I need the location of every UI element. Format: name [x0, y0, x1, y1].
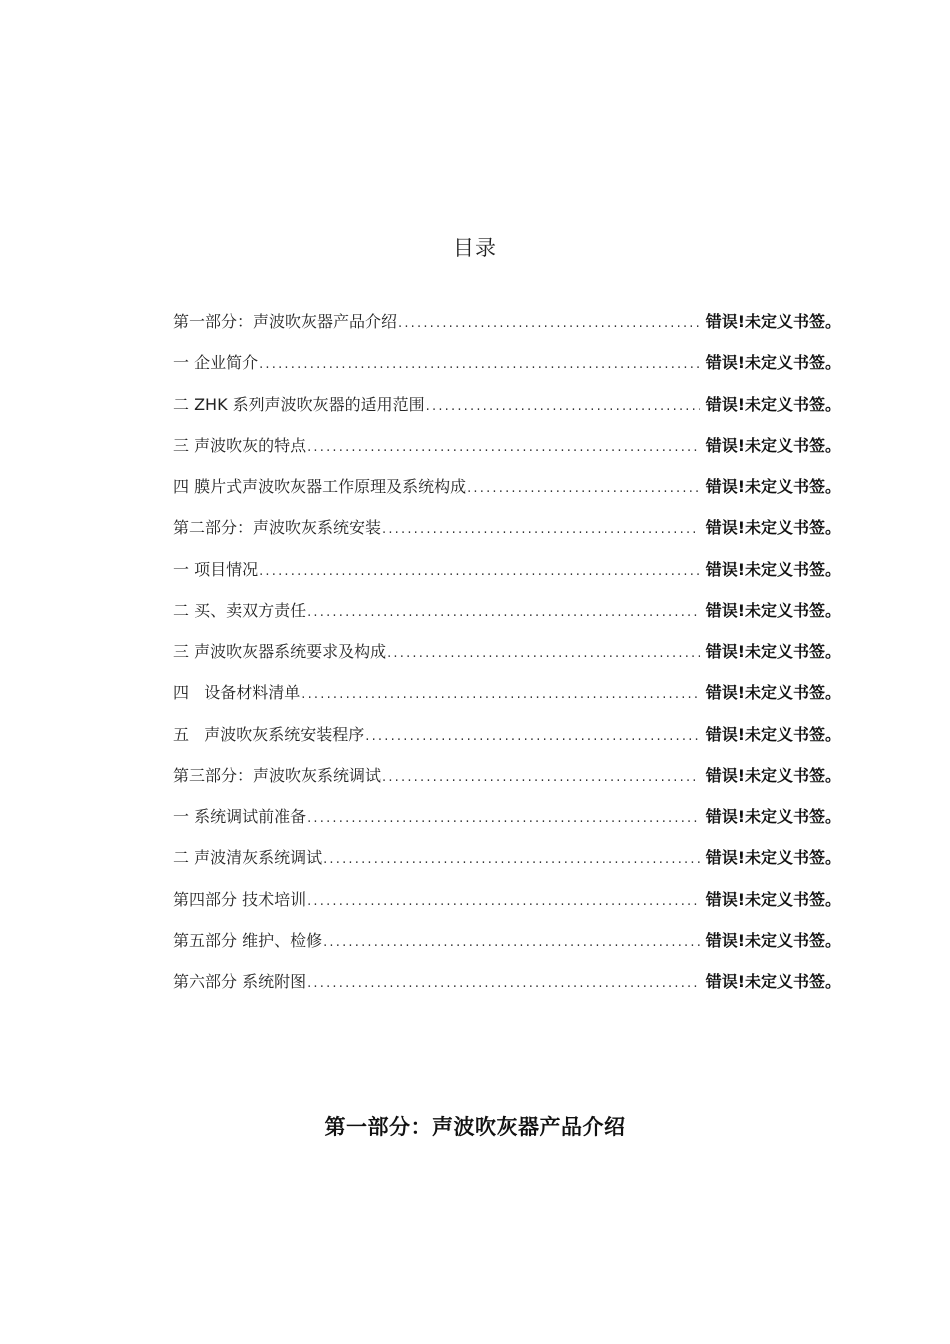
- toc-entry-page-ref: 错误!未定义书签。: [705, 807, 841, 826]
- toc-entry-page-ref: 错误!未定义书签。: [705, 683, 841, 703]
- toc-dot-leader: [307, 881, 700, 920]
- toc-entry-text: 二 ZHK 系列声波吹灰器的适用范围: [173, 394, 425, 414]
- toc-dot-leader: [382, 757, 700, 796]
- toc-entry-text: 五 声波吹灰系统安装程序: [173, 724, 365, 744]
- toc-dot-leader: [467, 468, 700, 507]
- toc-entry-text: 第三部分：声波吹灰系统调试: [173, 765, 382, 785]
- toc-entry-page-ref: 错误!未定义书签。: [705, 765, 841, 785]
- toc-entry-page-ref: 错误!未定义书签。: [705, 353, 841, 373]
- toc-entry[interactable]: [173, 796, 841, 837]
- toc-entry-page-ref: 错误!未定义书签。: [705, 518, 841, 538]
- toc-entry-page-ref: 错误!未定义书签。: [705, 889, 841, 909]
- toc-entry-text: 一 企业简介: [173, 353, 259, 373]
- toc-dot-leader: [365, 716, 699, 755]
- toc-dot-leader: [259, 344, 700, 383]
- section-heading: 第一部分：声波吹灰器产品介绍: [324, 1115, 626, 1139]
- toc-dot-leader: [398, 303, 700, 342]
- toc-entry-text: 四 膜片式声波吹灰器工作原理及系统构成: [173, 477, 467, 496]
- toc-entry-page-ref: 错误!未定义书签。: [705, 394, 841, 414]
- toc-entry-page-ref: 错误!未定义书签。: [705, 848, 841, 868]
- toc-entry-text: 二 买、卖双方责任: [173, 600, 307, 620]
- toc-entry[interactable]: [173, 672, 841, 713]
- toc-entry-page-ref: 错误!未定义书签。: [705, 600, 841, 620]
- toc-entry[interactable]: [173, 961, 841, 1002]
- toc-dot-leader: [323, 922, 700, 961]
- toc-list: [173, 301, 841, 1002]
- toc-dot-leader: [301, 674, 699, 713]
- toc-dot-leader: [307, 963, 700, 1002]
- toc-dot-leader: [387, 633, 700, 672]
- toc-entry[interactable]: [173, 507, 841, 548]
- toc-entry[interactable]: [173, 631, 841, 672]
- toc-entry[interactable]: [173, 837, 841, 878]
- toc-entry[interactable]: [173, 879, 841, 920]
- toc-entry[interactable]: [173, 920, 841, 961]
- toc-entry-text: 一 项目情况: [173, 559, 259, 579]
- toc-dot-leader: [426, 386, 700, 425]
- toc-entry-page-ref: 错误!未定义书签。: [705, 930, 841, 950]
- toc-entry[interactable]: [173, 384, 841, 425]
- toc-entry-page-ref: 错误!未定义书签。: [705, 972, 841, 991]
- toc-title: 目录: [453, 236, 497, 260]
- toc-entry-text: 二 声波清灰系统调试: [173, 848, 323, 868]
- toc-entry-text: 第六部分 系统附图: [173, 972, 307, 991]
- toc-entry-page-ref: 错误!未定义书签。: [705, 642, 841, 661]
- toc-dot-leader: [382, 509, 700, 548]
- toc-entry-page-ref: 错误!未定义书签。: [705, 477, 841, 496]
- toc-entry-text: 第五部分 维护、检修: [173, 930, 323, 950]
- toc-entry-text: 第一部分：声波吹灰器产品介绍: [173, 312, 398, 331]
- toc-dot-leader: [307, 427, 700, 466]
- toc-entry[interactable]: [173, 425, 841, 466]
- toc-entry-text: 第四部分 技术培训: [173, 889, 307, 909]
- toc-dot-leader: [307, 592, 700, 631]
- toc-entry-text: 三 声波吹灰的特点: [173, 435, 307, 455]
- toc-entry[interactable]: [173, 342, 841, 383]
- toc-entry[interactable]: [173, 549, 841, 590]
- toc-entry-page-ref: 错误!未定义书签。: [705, 312, 841, 331]
- toc-entry[interactable]: [173, 714, 841, 755]
- toc-entry[interactable]: [173, 301, 841, 342]
- toc-dot-leader: [323, 839, 700, 878]
- toc-entry-text: 三 声波吹灰器系统要求及构成: [173, 642, 387, 661]
- toc-entry[interactable]: [173, 590, 841, 631]
- toc-entry-page-ref: 错误!未定义书签。: [705, 559, 841, 579]
- toc-entry-page-ref: 错误!未定义书签。: [705, 724, 841, 744]
- toc-entry-text: 第二部分：声波吹灰系统安装: [173, 518, 382, 538]
- toc-entry[interactable]: [173, 755, 841, 796]
- toc-dot-leader: [307, 798, 700, 837]
- toc-dot-leader: [259, 551, 700, 590]
- toc-entry-page-ref: 错误!未定义书签。: [705, 435, 841, 455]
- toc-entry-text: 四 设备材料清单: [173, 683, 301, 703]
- toc-entry-text: 一 系统调试前准备: [173, 807, 307, 826]
- toc-entry[interactable]: [173, 466, 841, 507]
